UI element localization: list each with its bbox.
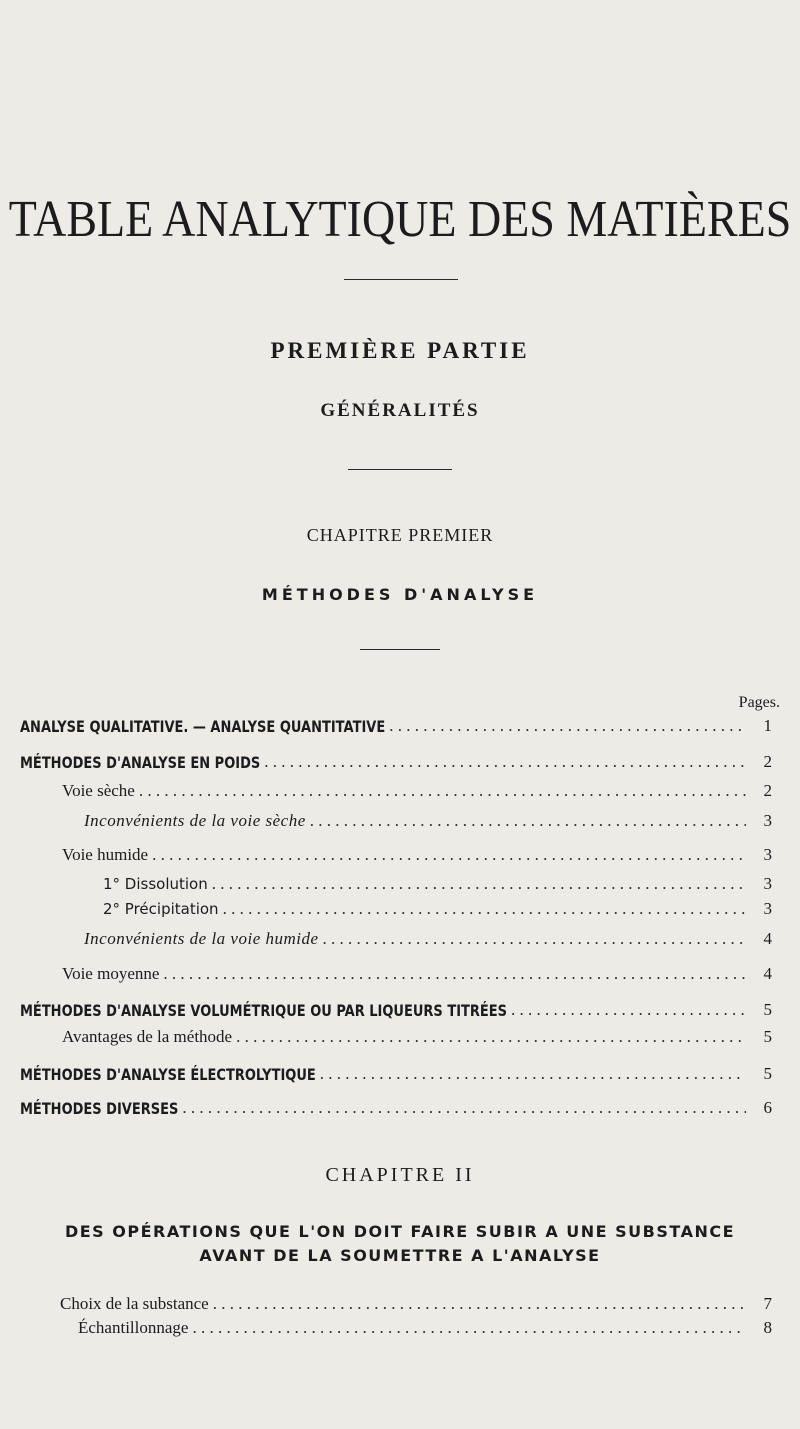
leader-dots [320,1064,746,1084]
toc-entry [84,929,772,953]
toc-entry-page: 8 [763,1318,772,1337]
leader-dots [511,1000,746,1020]
leader-dots [152,845,746,865]
toc-entry [84,811,772,835]
toc-entry-page: 5 [763,1064,772,1083]
chapter-1-rule [360,649,440,650]
part-subtitle: GÉNÉRALITÉS [320,400,480,421]
toc-entry-page: 3 [763,811,772,830]
leader-dots [212,874,746,894]
toc-entry-page: 3 [763,899,772,918]
toc-entry [103,874,772,898]
toc-entry-label: MÉTHODES D'ANALYSE VOLUMÉTRIQUE OU PAR LIQUEURS TITRÉES [20,1002,508,1021]
leader-dots [139,781,746,801]
toc-entry-page: 2 [763,752,772,771]
toc-entry-page: 2 [763,781,772,800]
leader-dots [223,899,746,919]
leader-dots [182,1098,746,1118]
toc-entry-page: 4 [763,929,772,948]
toc-entry [78,1318,772,1342]
toc-entry-label: Choix de la substance [60,1294,209,1313]
toc-entry-label: MÉTHODES DIVERSES [20,1100,179,1119]
toc-entry [20,1064,772,1088]
toc-entry-page: 4 [763,964,772,983]
toc-entry-page: 3 [763,845,772,864]
toc-entry-label: ANALYSE QUALITATIVE. — ANALYSE QUANTITATIVE [20,718,386,737]
toc-entry-page: 1 [763,716,772,735]
chapter-2-heading-line-2: AVANT DE LA SOUMETTRE A L'ANALYSE [199,1246,601,1265]
title-rule [344,279,458,280]
part-rule [348,469,452,470]
leader-dots [264,752,746,772]
toc-entry-label: Voie sèche [62,781,135,800]
chapter-1-heading: MÉTHODES D'ANALYSE [261,585,539,604]
leader-dots [213,1294,746,1314]
toc-entry [60,1294,772,1318]
toc-entry-label: MÉTHODES D'ANALYSE ÉLECTROLYTIQUE [20,1066,316,1085]
toc-entry-label: Voie moyenne [62,964,160,983]
toc-entry [62,845,772,869]
leader-dots [323,929,746,949]
toc-entry [62,964,772,988]
chapter-2-label: CHAPITRE II [325,1164,475,1186]
toc-entry [62,1027,772,1051]
toc-entry [20,1000,772,1024]
toc-entry-label: Échantillonnage [78,1318,189,1337]
chapter-1-label: CHAPITRE PREMIER [306,525,494,545]
toc-entry [20,1098,772,1122]
leader-dots [389,716,746,736]
toc-entry-page: 5 [763,1000,772,1019]
leader-dots [163,964,746,984]
toc-entry [103,899,772,923]
toc-entry-label: Avantages de la méthode [62,1027,233,1046]
part-heading: PREMIÈRE PARTIE [270,338,530,363]
toc-entry-page: 6 [763,1098,772,1117]
toc-entry-page: 3 [763,874,772,893]
toc-entry [62,781,772,805]
toc-entry-page: 7 [763,1294,772,1313]
leader-dots [192,1318,746,1338]
toc-entry-label: Inconvénients de la voie sèche [84,811,306,830]
page-title: TABLE ANALYTIQUE DES MATIÈRES [8,189,792,248]
toc-entry [20,752,772,776]
toc-entry-label: MÉTHODES D'ANALYSE EN POIDS [20,754,261,773]
leader-dots [236,1027,746,1047]
pages-column-label: Pages. [738,694,780,711]
toc-entry [20,716,772,740]
leader-dots [310,811,746,831]
toc-entry-label: 1° Dissolution [103,875,208,893]
toc-entry-page: 5 [763,1027,772,1046]
toc-entry-label: Inconvénients de la voie humide [84,929,319,948]
toc-entry-label: Voie humide [62,845,149,864]
toc-entry-label: 2° Précipitation [103,900,219,918]
chapter-2-heading-line-1: DES OPÉRATIONS QUE L'ON DOIT FAIRE SUBIR A UNE SUBSTANCE [64,1222,736,1241]
